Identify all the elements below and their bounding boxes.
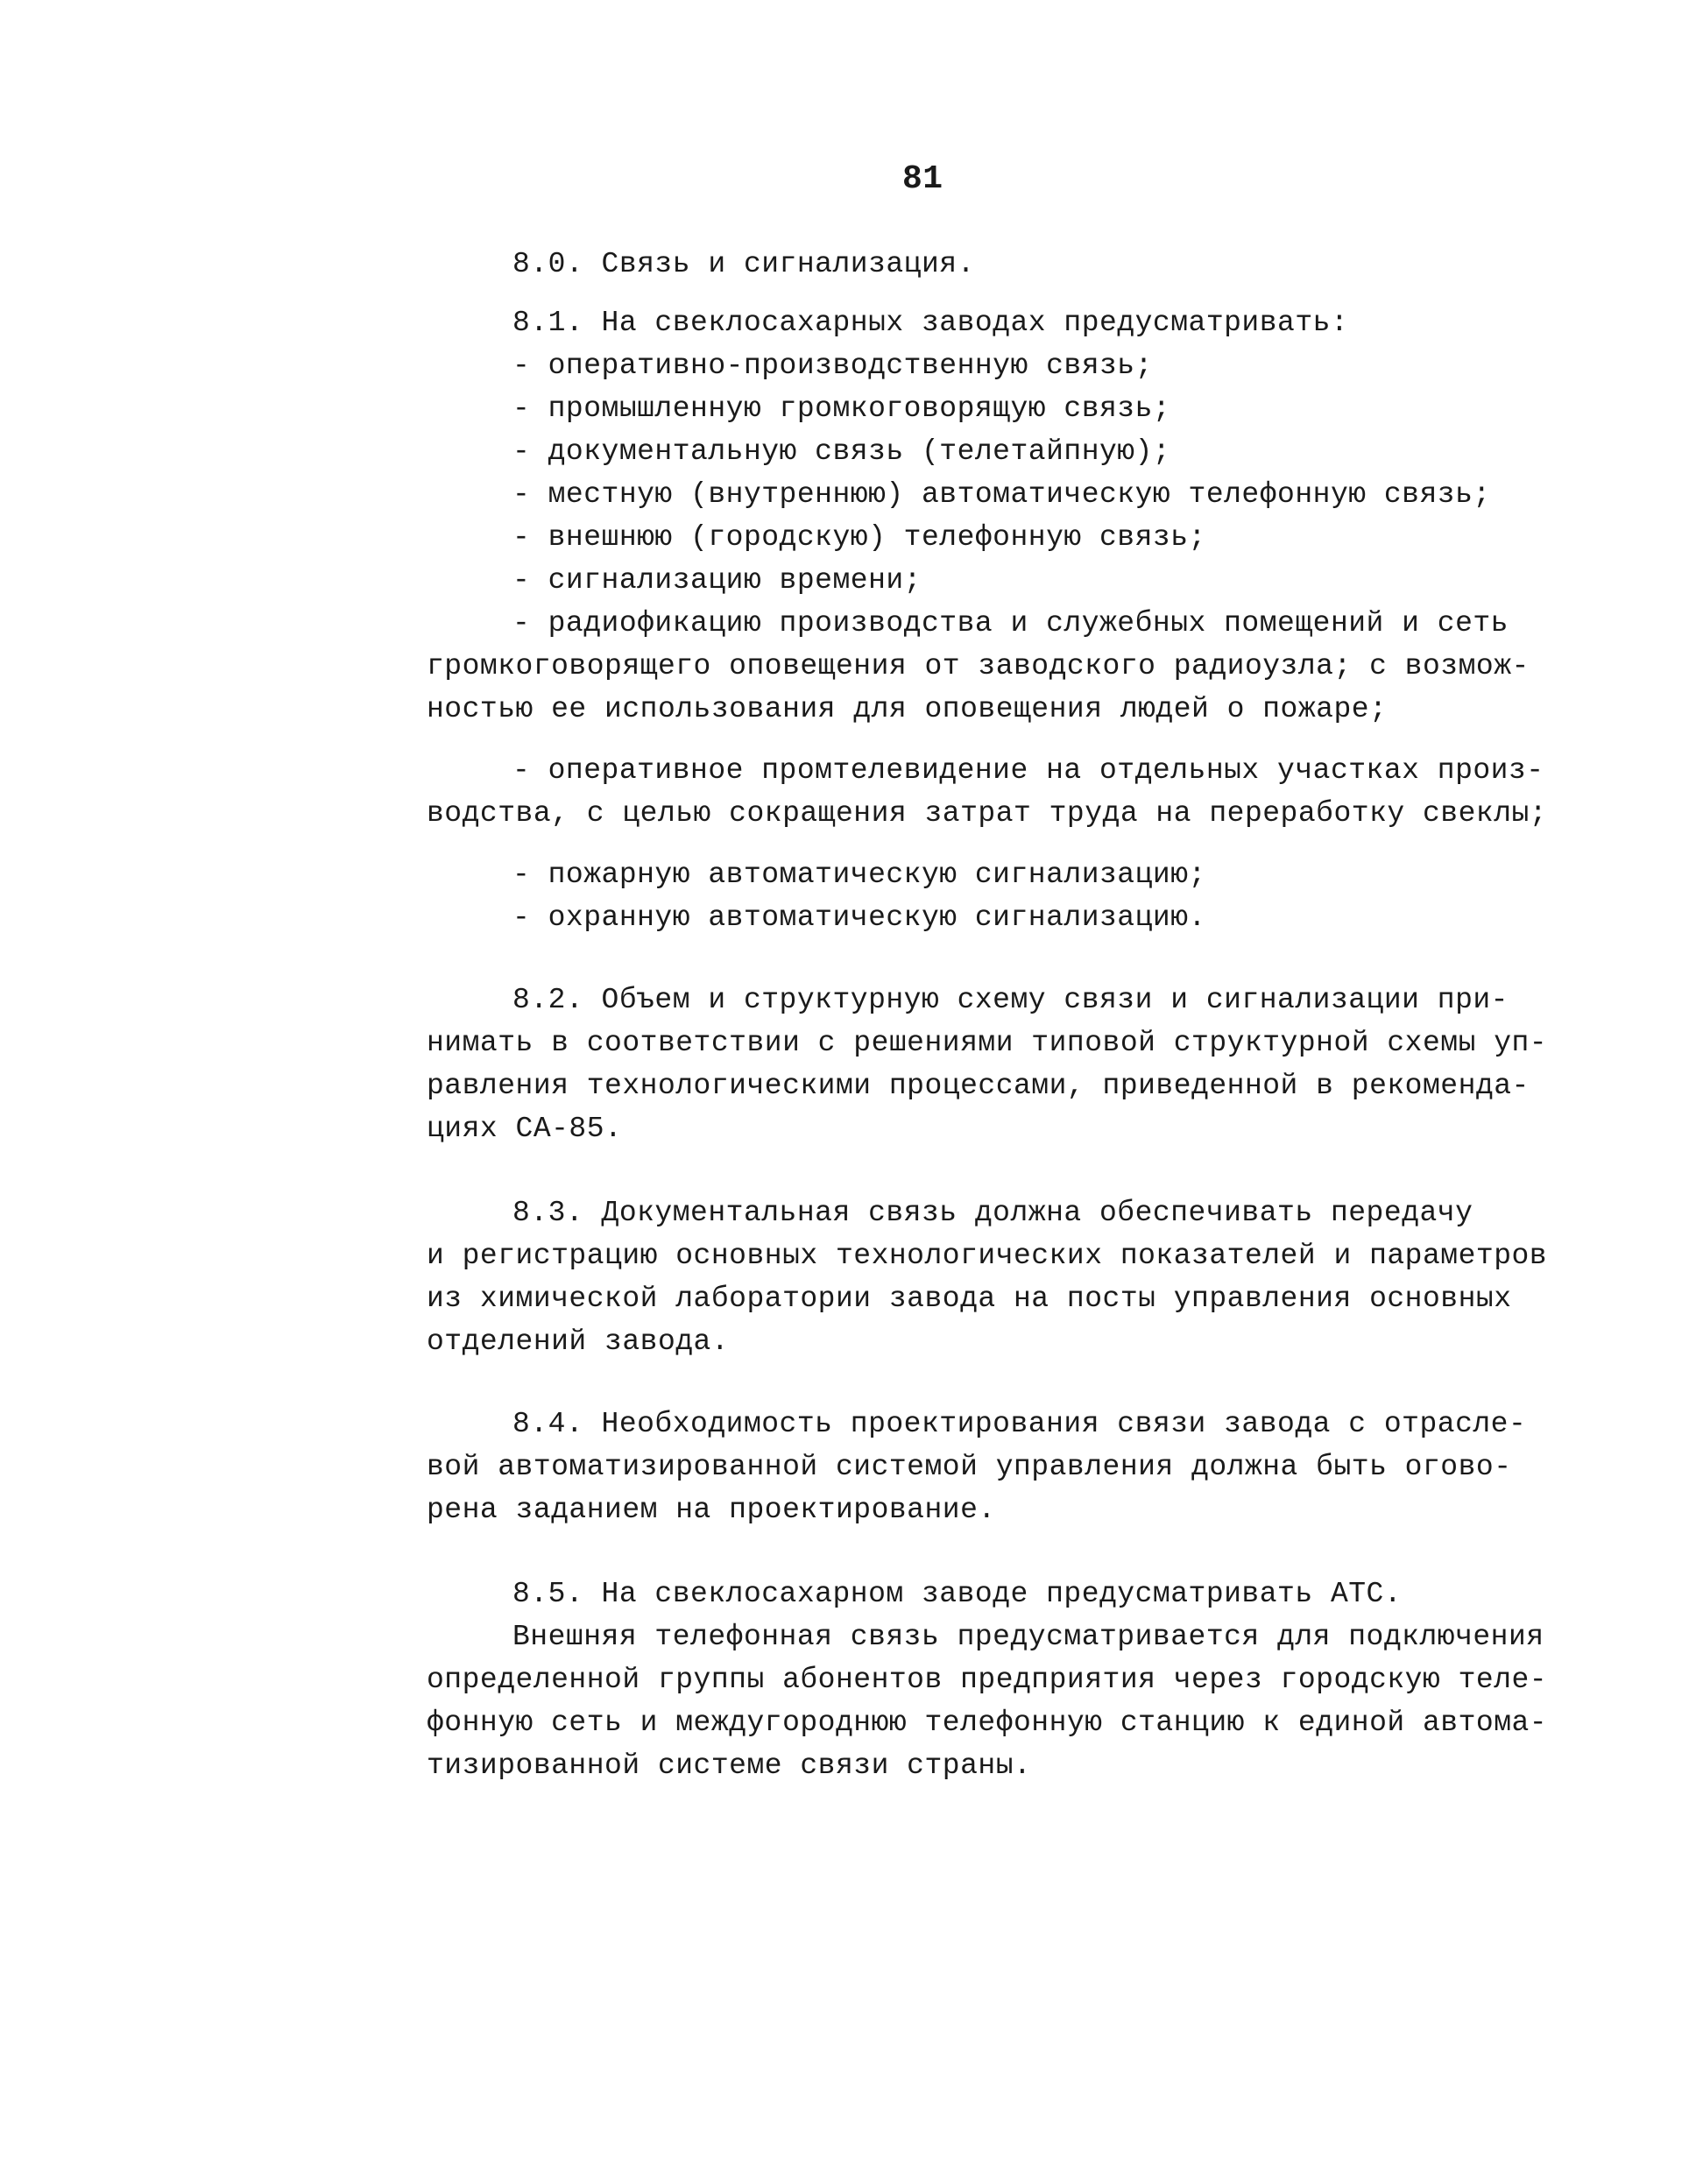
paragraph-line: равления технологическими процессами, приведенной в рекоменда- [427,1070,1530,1102]
list-item: - охранную автоматическую сигнализацию. [512,901,1206,934]
paragraph-line: ностью ее использования для оповещения людей о пожаре; [427,693,1388,725]
paragraph-line: вой автоматизированной системой управления должна быть огово- [427,1451,1512,1483]
section-heading: 8.0. Связь и сигнализация. [512,248,975,280]
paragraph-line: Внешняя телефонная связь предусматривается для подключения [512,1621,1544,1653]
list-item: - радиофикацию производства и служебных помещений и сеть [512,607,1509,640]
paragraph-line: водства, с целью сокращения затрат труда на переработку свеклы; [427,797,1548,830]
paragraph-line: рена заданием на проектирование. [427,1494,996,1526]
paragraph-line: 8.5. На свеклосахарном заводе предусматривать АТС. [512,1578,1403,1610]
paragraph-line: отделений завода. [427,1325,730,1358]
list-item: - оперативное промтелевидение на отдельных участках произ- [512,754,1544,787]
list-item: - документальную связь (телетайпную); [512,435,1171,468]
paragraph-line: 8.1. На свеклосахарных заводах предусматривать: [512,307,1349,339]
paragraph-line: циях СА-85. [427,1113,623,1145]
list-item: - оперативно-производственную связь; [512,350,1153,382]
paragraph-line: 8.2. Объем и структурную схему связи и сигнализации при- [512,984,1509,1016]
paragraph-line: 8.3. Документальная связь должна обеспечивать передачу [512,1197,1473,1229]
list-item: - местную (внутреннюю) автоматическую телефонную связь; [512,478,1491,511]
list-item: - внешнюю (городскую) телефонную связь; [512,521,1206,554]
paragraph-line: 8.4. Необходимость проектирования связи завода с отрасле- [512,1408,1527,1440]
paragraph-line: нимать в соответствии с решениями типовой структурной схемы уп- [427,1027,1548,1059]
list-item: - сигнализацию времени; [512,564,922,597]
paragraph-line: громкоговорящего оповещения от заводского радиоузла; с возмож- [427,650,1530,682]
paragraph-line: и регистрацию основных технологических показателей и параметров [427,1240,1548,1272]
paragraph-line: фонную сеть и междугороднюю телефонную станцию к единой автома- [427,1707,1548,1739]
page-number: 81 [902,160,943,198]
list-item: - пожарную автоматическую сигнализацию; [512,859,1206,891]
paragraph-line: определенной группы абонентов предприятия через городскую теле- [427,1664,1548,1696]
list-item: - промышленную громкоговорящую связь; [512,392,1171,425]
paragraph-line: тизированной системе связи страны. [427,1749,1032,1782]
paragraph-line: из химической лаборатории завода на посты управления основных [427,1283,1512,1315]
